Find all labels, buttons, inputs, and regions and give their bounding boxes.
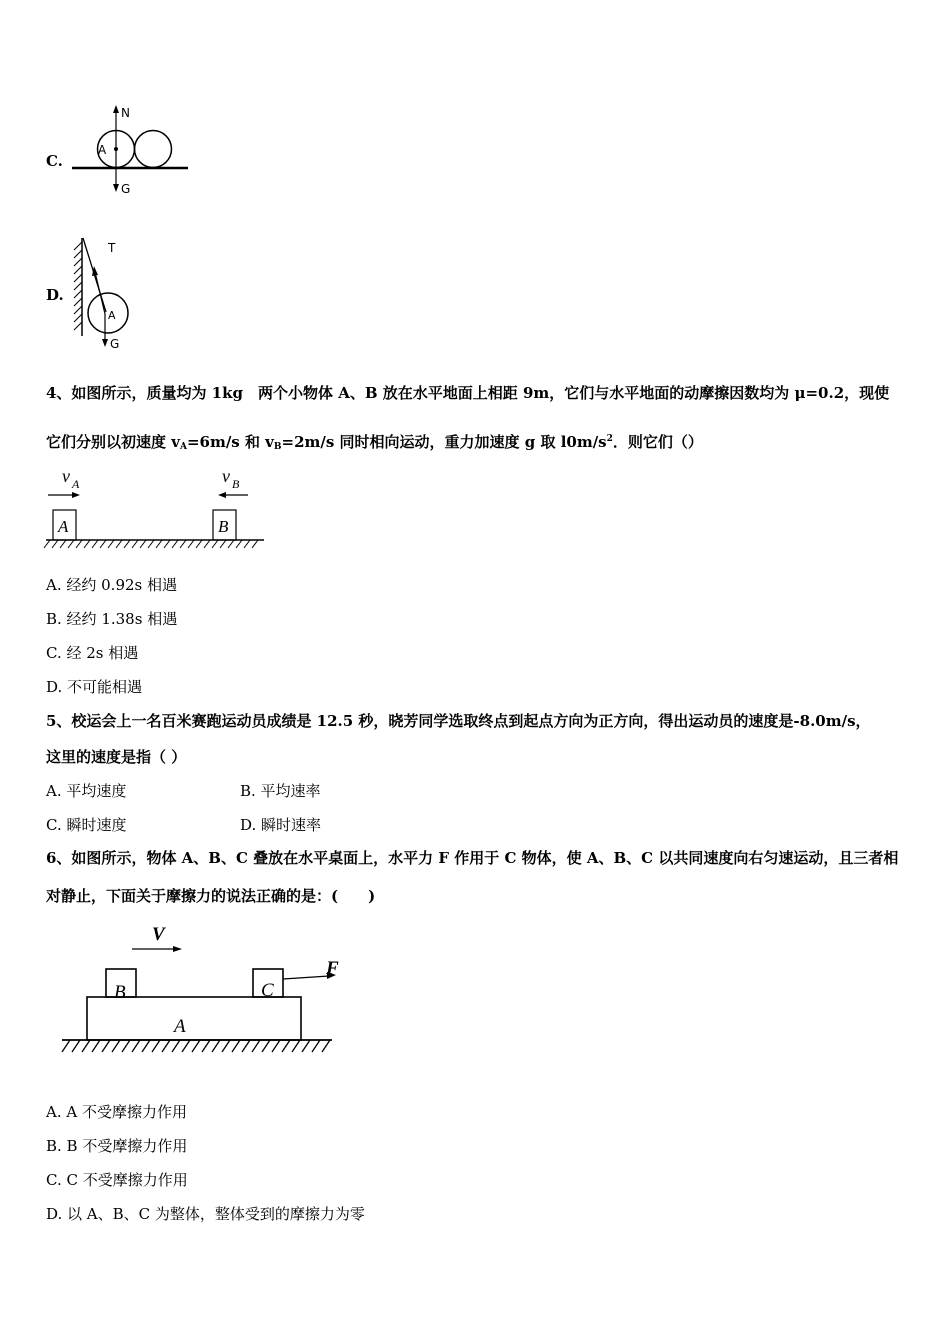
q4-stem-line2: 它们分别以初速度 $v_A=6m/s$ 和 $v_B=2m/s$ 同时相向运动，重力加速度 g 取 $l0m/s^2$．则它们（）: [46, 433, 703, 452]
label-a: A: [108, 309, 116, 322]
label-c: C: [261, 980, 274, 1001]
label-f: F: [326, 958, 339, 979]
box-a-label: A: [58, 517, 69, 536]
label-g: G: [121, 182, 131, 196]
q6-option-c: C. C 不受摩擦力作用: [46, 1171, 188, 1189]
vb-sub: B: [232, 477, 240, 491]
q6-stem-line1: 6、如图所示，物体 A、B、C 叠放在水平桌面上，水平力 F 作用于 C 物体，使 A、B、C 以共同速度向右匀速运动，且三者相: [46, 849, 899, 867]
q6-stem-line2: 对静止，下面关于摩擦力的说法正确的是：( ): [46, 887, 376, 905]
va-sub: A: [72, 477, 80, 491]
q6-option-b: B. B 不受摩擦力作用: [46, 1137, 188, 1155]
q4-option-d: D. 不可能相遇: [46, 678, 143, 696]
q4-stem-line1: 4、如图所示，质量均为 1kg 两个小物体 A、B 放在水平地面上相距 9m，它们与水平地面的动摩擦因数均为 μ=0.2，现使: [46, 384, 890, 402]
q3-figure-c: [66, 100, 196, 200]
q4-figure: [42, 462, 272, 552]
label-b: B: [114, 982, 126, 1003]
block-a: [87, 997, 301, 1040]
q5-option-a: A. 平均速度: [46, 782, 127, 800]
label-a: A: [98, 143, 107, 157]
label-t: T: [108, 241, 116, 255]
q5-option-c: C. 瞬时速度: [46, 816, 127, 834]
q4-option-c: C. 经 2s 相遇: [46, 644, 139, 662]
q6-option-a: A. A 不受摩擦力作用: [46, 1103, 187, 1121]
label-g: G: [110, 337, 120, 351]
box-b-label: B: [218, 517, 229, 536]
q5-stem-line1: 5、校运会上一名百米赛跑运动员成绩是 12.5 秒，晓芳同学选取终点到起点方向为正方向，得出运动员的速度是-8.0m/s，: [46, 712, 871, 730]
q5-stem-line2: 这里的速度是指（ ）: [46, 748, 187, 766]
q5-option-b: B. 平均速率: [240, 782, 321, 800]
q6-option-d: D. 以 A、B、C 为整体，整体受到的摩擦力为零: [46, 1205, 365, 1223]
q3-figure-d: [66, 232, 166, 354]
va-label: v: [62, 466, 70, 486]
q5-option-d: D. 瞬时速率: [240, 816, 322, 834]
label-a: A: [174, 1016, 186, 1037]
q4-option-a: A. 经约 0.92s 相遇: [46, 576, 178, 594]
label-n: N: [121, 106, 130, 120]
vb-label: v: [222, 466, 230, 486]
q3-option-c-label: C.: [46, 152, 63, 170]
q6-figure: [56, 918, 346, 1068]
label-v: V: [152, 924, 165, 945]
q3-option-d-label: D.: [46, 286, 64, 304]
q4-option-b: B. 经约 1.38s 相遇: [46, 610, 178, 628]
